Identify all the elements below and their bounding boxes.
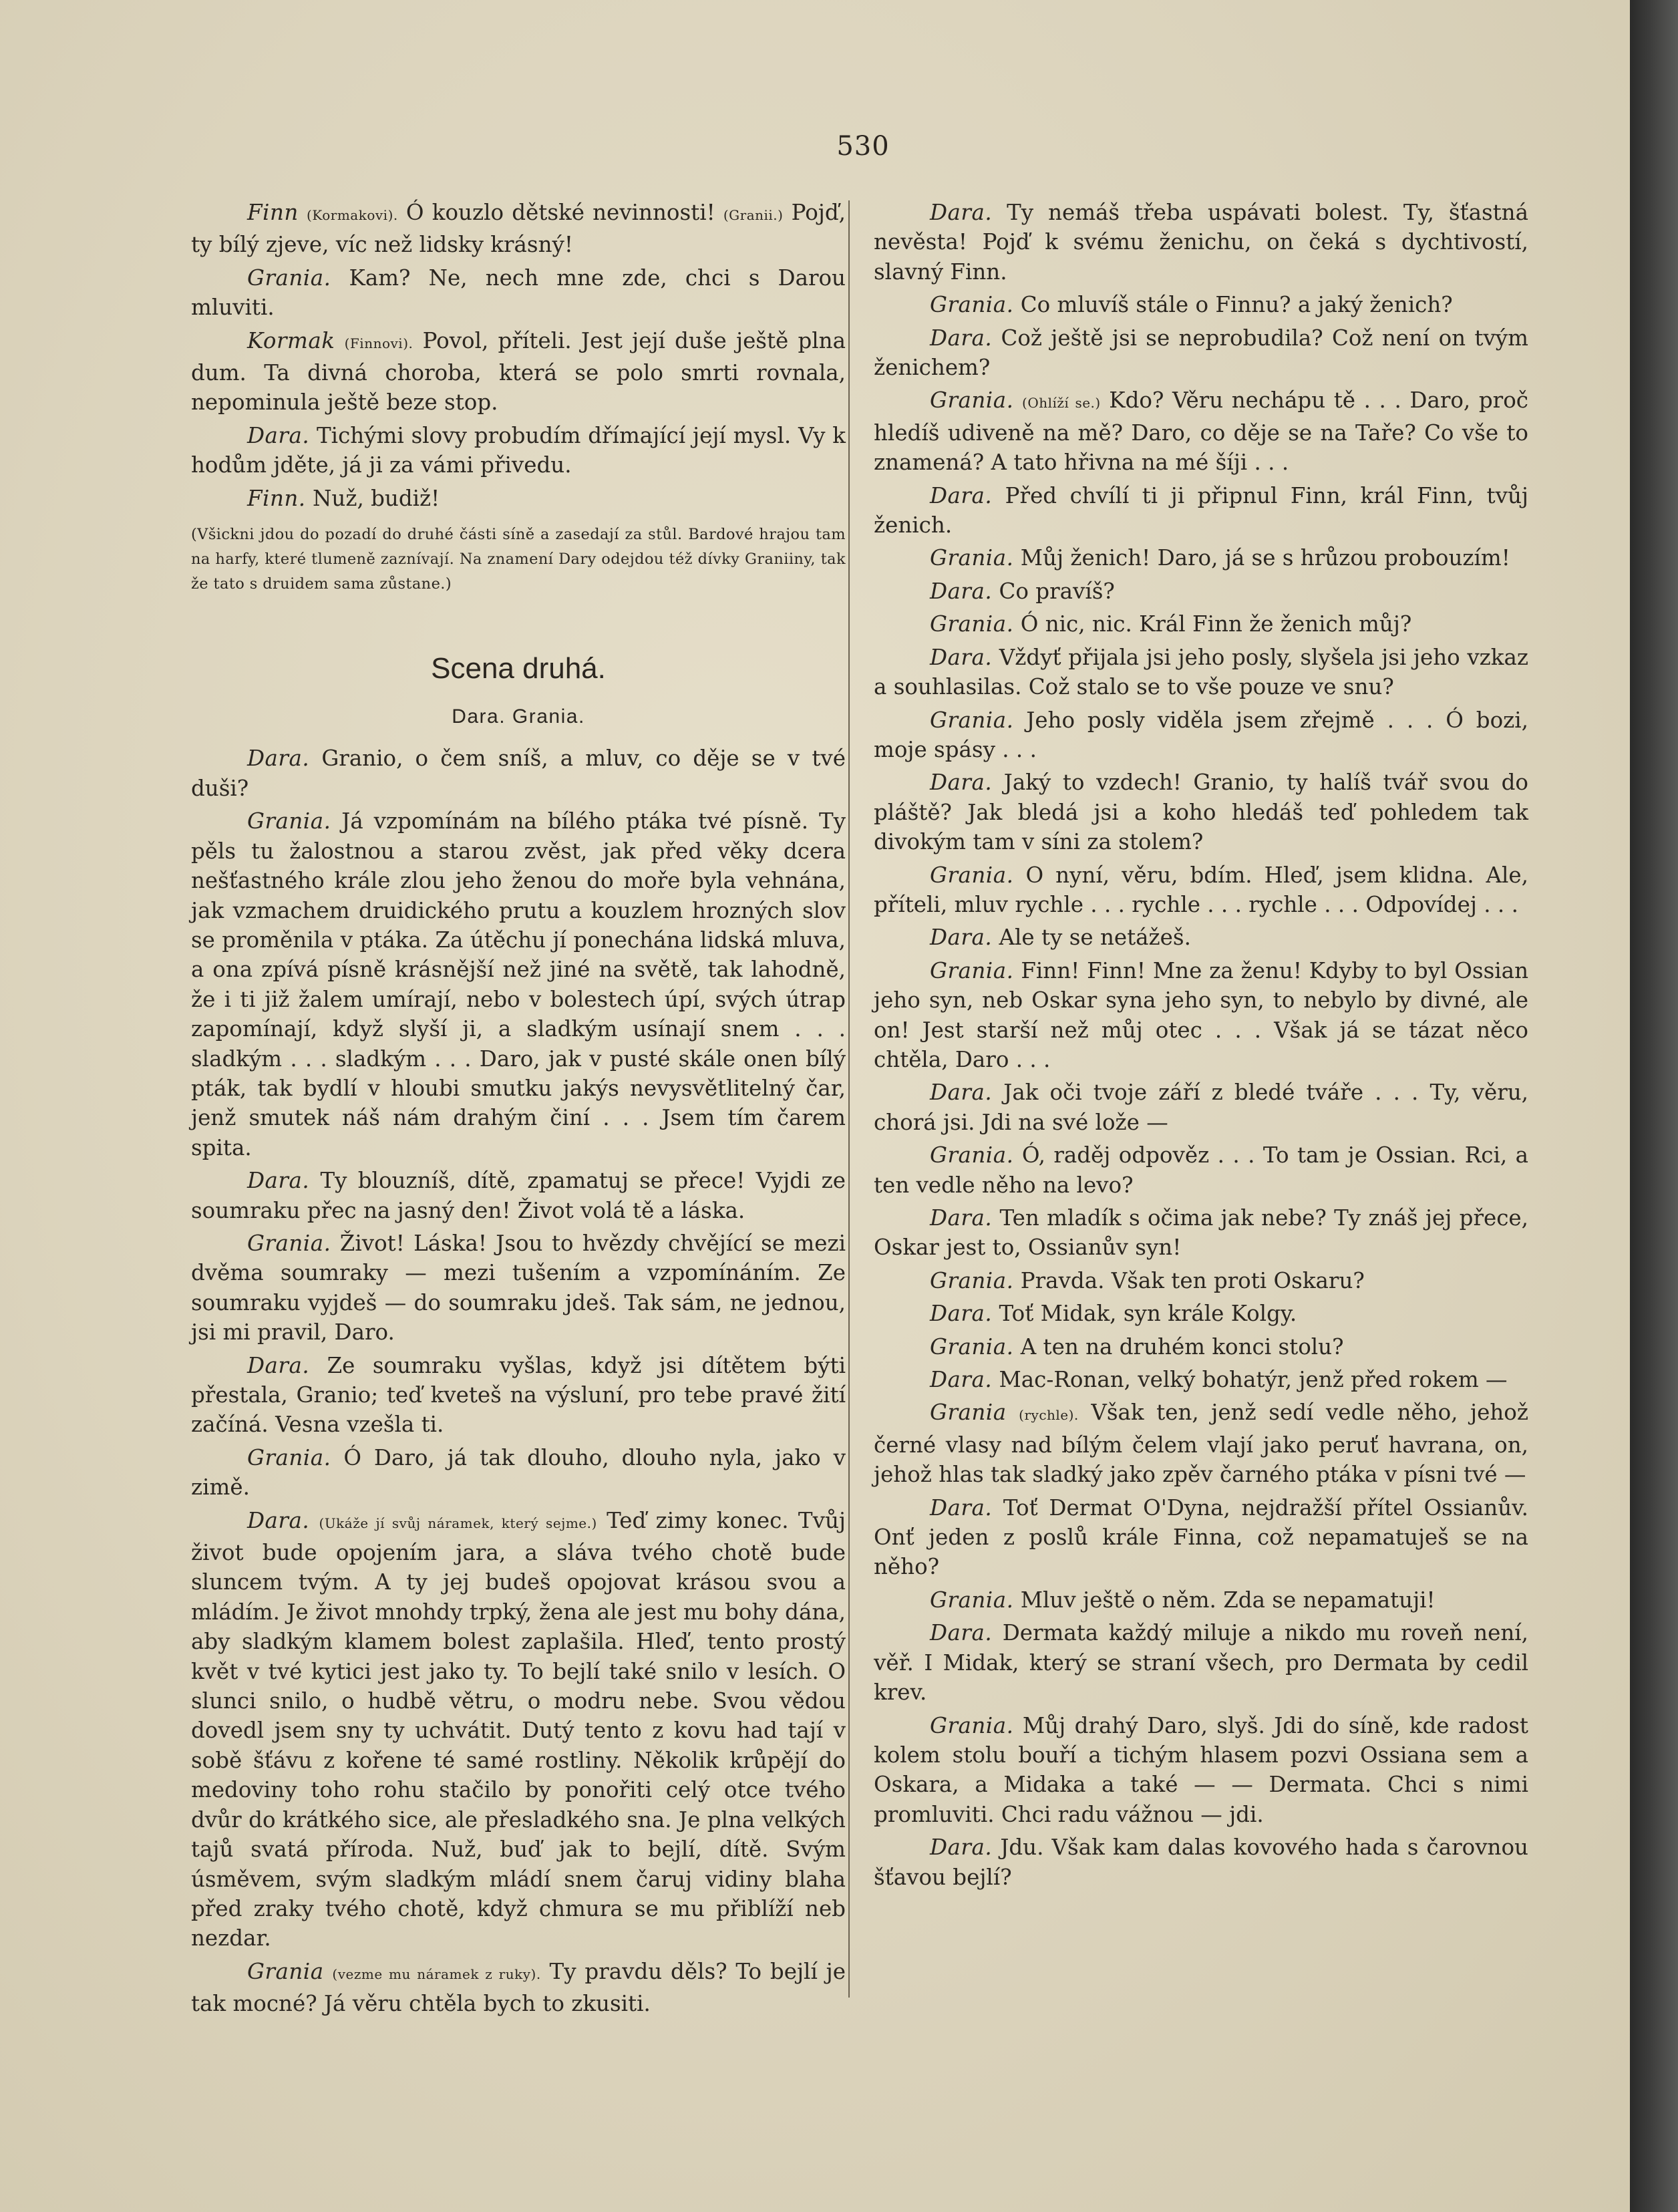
stage-note: (Ukáže jí svůj náramek, který sejme.) [319, 1515, 597, 1531]
speaker-name: Grania. [930, 292, 1014, 318]
dialogue-paragraph [874, 609, 1528, 639]
dialogue-paragraph [874, 323, 1528, 383]
dialogue-paragraph [874, 1585, 1528, 1615]
speaker-name: Dara. [247, 1168, 310, 1194]
speaker-name: Grania [247, 1958, 324, 1984]
dialogue-paragraph [874, 290, 1528, 319]
dialogue-paragraph [874, 1078, 1528, 1137]
speech-text: Ten mladík s očima jak nebe? Ty znáš jej přece, Oskar jest to, Ossianův syn! [874, 1205, 1528, 1261]
dialogue-paragraph [191, 263, 846, 323]
dialogue-paragraph [191, 1506, 846, 1953]
speech-text: Což ještě jsi se neprobudila? Což není on tvým ženichem? [874, 325, 1528, 381]
dialogue-paragraph [874, 481, 1528, 540]
speech-text: Pravda. Však ten proti Oskaru? [1013, 1267, 1365, 1293]
dialogue-paragraph [874, 1299, 1528, 1328]
speech-text: Toť Dermat O'Dyna, nejdražší přítel Ossianův. Onť jeden z poslů krále Finna, což nepamatuješ se na něho? [874, 1494, 1528, 1580]
speaker-name: Grania. [247, 1444, 331, 1470]
dialogue-paragraph [191, 1166, 846, 1225]
speaker-name: Grania. [930, 1142, 1014, 1168]
speaker-name: Grania. [930, 1333, 1014, 1360]
speech-text: Teď zimy konec. Tvůj život bude opojením jara, a sláva tvého chotě bude sluncem tvým. A ty jej budeš opojovat krásou svou a mládím. Je život mnohdy trpký, žena ale jest mu bohy dána, aby sladkým klamem bolest zaplašila. Hleď, tento prostý květ v tvé kytici jest jako ty. To bejlí také snilo v lesích. O slunci snilo, o hudbě větru, o modru nebe. Svou vědou dovedl jsem sny ty uchvátit. [191, 1507, 846, 1744]
speech-text: Nuž, budiž! [305, 485, 440, 511]
speech-text: Co pravíš? [992, 578, 1115, 604]
speaker-name: Dara. [930, 770, 993, 796]
speaker-name: Dara. [247, 1352, 310, 1378]
stage-note: (rychle). [1019, 1407, 1079, 1424]
stage-note: (Finnovi). [344, 335, 413, 351]
dialogue-paragraph [191, 326, 846, 418]
speaker-name: Dara. [930, 1080, 993, 1106]
speaker-name: Grania. [247, 808, 331, 834]
speech-text: Co mluvíš stále o Finnu? a jaký ženich? [1013, 292, 1453, 318]
speech-text: Mac-Ronan, velký bohatýr, jenž před rokem — [992, 1367, 1508, 1393]
dialogue-paragraph [874, 956, 1528, 1075]
dialogue-paragraph [874, 643, 1528, 702]
dialogue-paragraph [874, 1618, 1528, 1707]
speech-text: Ó kouzlo dětské nevinnosti! [397, 200, 723, 225]
speech-text: Tichými slovy probudím dřímající její mysl. Vy k hodům jděte, já ji za vámi přivedu. [191, 422, 846, 478]
speaker-name: Grania. [930, 862, 1014, 888]
dialogue-paragraph [874, 1833, 1528, 1892]
speech-text: Co vše to znamená? A tato hřivna na mé šíji . . . [874, 420, 1528, 476]
stage-note: (Granii.) [723, 207, 784, 223]
speaker-name: Grania. [930, 611, 1014, 637]
right-dialogue [874, 198, 1528, 1892]
dialogue-paragraph [874, 1365, 1528, 1394]
stage-note: (Kormakovi). [307, 207, 398, 223]
left-dialogue-bottom [191, 744, 846, 2018]
dialogue-paragraph [191, 744, 846, 803]
speech-text: Ty pravdu děls? To bejlí je tak mocné? Já věru chtěla bych to zkusiti. [191, 1958, 846, 2017]
speaker-name: Dara. [247, 422, 310, 448]
speaker-name: Dara. [247, 1507, 310, 1533]
scene-title: Scena druhá. [431, 652, 606, 685]
speaker-name: Dara. [930, 482, 993, 508]
speech-text: O nyní, věru, bdím. Hleď, jsem klidna. Ale, příteli, mluv rychle . . . rychle . . . rychle . . . Odpovídej . . . [874, 862, 1528, 917]
speech-text: Před chvílí ti ji připnul Finn, král Finn, tvůj ženich. [874, 482, 1528, 538]
speech-text: Ty nemáš třeba uspávati bolest. Ty, šťastná nevěsta! Pojď k svému ženichu, on čeká s dychtivostí, slavný Finn. [874, 200, 1528, 285]
speech-text: Můj ženich! Daro, já se s hrůzou probouzím! [1013, 545, 1510, 571]
speaker-name: Dara. [247, 746, 310, 772]
dialogue-paragraph [191, 421, 846, 480]
speech-text: Ale ty se netážeš. [992, 925, 1191, 951]
dialogue-paragraph [874, 768, 1528, 856]
speech-text: Můj drahý Daro, slyš. Jdi do síně, kde radost kolem stolu bouří a tichým hlasem pozvi Ossiana sem a Oskara, a Midaka a také — — Dermata. Chci s nimi promluviti. Chci radu vážnou — jdi. [874, 1712, 1528, 1827]
speech-text: Pojď, ty bílý zjeve, víc než lidsky krásný! [191, 200, 846, 258]
speech-text: Jak oči tvoje září z bledé tváře . . . Ty, věru, chorá jsi. Jdi na své lože — [874, 1080, 1528, 1135]
stage-direction: (Všickni jdou do pozadí do druhé části síně a zasedají za stůl. Bardové hrajou tam na harfy, které tlumeně zaznívají. Na znamení Dary odejdou též dívky Graniiny, tak že tato s druidem sama zůstane.) [191, 526, 846, 593]
speaker-name: Dara. [930, 1301, 993, 1327]
speech-text: Však ten, jenž sedí vedle něho, jehož černé vlasy nad bílým čelem vlají jako peruť havrana, on, jehož hlas tak sladký jako zpěv čarného ptáka v písni tvé — [874, 1400, 1528, 1488]
dialogue-paragraph [191, 1351, 846, 1440]
speech-text: Dermata každý miluje a nikdo mu roveň není, věř. I Midak, který se straní všech, pro Dermata by cedil krev. [874, 1620, 1528, 1706]
dialogue-paragraph [874, 1711, 1528, 1830]
speaker-name: Dara. [930, 1205, 993, 1231]
dialogue-paragraph [191, 1443, 846, 1503]
speaker-name: Dara. [930, 325, 993, 351]
dialogue-paragraph [874, 1140, 1528, 1200]
speaker-name: Grania. [930, 387, 1014, 414]
speech-text: Já vzpomínám na bílého ptáka tvé písně. Ty pěls tu žalostnou a starou zvěst, jak před věky dcera nešťastného krále zlou jeho ženou do moře byla vehnána, jak vzmachem druidického prutu a kouzlem hrozných slov se proměnila v ptáka. Za útěchu jí ponechána lidská mluva, a ona zpívá písně krásnější než jiné na světě, tak lahodně, že i ti již žalem umírají, nebo v bolestech úpí, svých útrap zapomínají, když slyší ji, a sladkým usínají snem . . . sladkým . . . sladkým . . . Daro, jak v pusté skále onen bílý pták, tak bydlí v hloubi smutku jakýs nevysvětlitelný čar, jenž smutek náš nám drahým činí . . . Jsem tím čarem spita. [191, 808, 846, 1160]
speaker-name: Dara. [930, 1835, 993, 1861]
speech-text: Jaký to vzdech! Granio, ty halíš tvář svou do pláště? Jak bledá jsi a koho hledáš teď pohledem tak divokým tam v síni za stolem? [874, 770, 1528, 855]
speaker-name: Grania. [247, 1230, 331, 1256]
scene-cast: Dara. Grania. [452, 705, 585, 728]
speech-text: Granio, o čem sníš, a mluv, co děje se v tvé duši? [191, 746, 846, 801]
dialogue-paragraph [874, 705, 1528, 765]
speaker-name: Grania. [930, 1587, 1014, 1613]
speaker-name: Finn [247, 200, 299, 225]
speaker-name: Dara. [930, 200, 993, 225]
left-column [191, 198, 846, 2022]
dialogue-paragraph [874, 1398, 1528, 1489]
speech-text: Mluv ještě o něm. Zda se nepamatuji! [1013, 1587, 1436, 1613]
speaker-name: Dara. [930, 1367, 993, 1393]
speaker-name: Grania. [930, 1267, 1014, 1293]
speech-text: Ó, raděj odpověz . . . To tam je Ossian. Rci, a ten vedle něho na levo? [874, 1142, 1528, 1198]
dialogue-paragraph [874, 577, 1528, 606]
speaker-name: Dara. [930, 1494, 993, 1521]
speech-text: Kam? Ne, nech mne zde, chci s Darou mluviti. [191, 265, 846, 321]
speech-text: Kdo? Věru nechápu tě . . . Daro, proč hledíš udiveně na mě? Daro, co děje se na Taře? [874, 387, 1528, 446]
speech-text: Toť Midak, syn krále Kolgy. [992, 1301, 1297, 1327]
speech-text: Ze soumraku vyšlas, když jsi dítětem býti přestala, Granio; teď kveteš na výsluní, pro tebe pravé žití začíná. Vesna vzešla ti. [191, 1352, 846, 1438]
dialogue-paragraph [191, 1957, 846, 2019]
speaker-name: Grania. [930, 707, 1014, 733]
speech-text: A ten na druhém konci stolu? [1013, 1333, 1344, 1360]
speech-text: Vždyť přijala jsi jeho posly, slyšela jsi jeho vzkaz a souhlasilas. Což stalo se to vše pouze ve snu? [874, 644, 1528, 700]
page-number: 530 [836, 131, 890, 162]
dialogue-paragraph [191, 484, 846, 513]
speech-text: Život! Láska! Jsou to hvězdy chvějící se mezi dvěma soumraky — mezi tušením a vzpomínáním. Ze soumraku vyjdeš — do soumraku jdeš. Tak sám, ne jednou, jsi mi pravil, Daro. [191, 1230, 846, 1346]
speaker-name: Finn. [247, 485, 306, 511]
dialogue-paragraph [191, 806, 846, 1162]
speaker-name: Grania [930, 1400, 1007, 1426]
dialogue-paragraph [874, 385, 1528, 477]
stage-note: (vezme mu náramek z ruky). [332, 1965, 541, 1982]
dialogue-paragraph [874, 1266, 1528, 1295]
speech-text: Jeho posly viděla jsem zřejmě . . . Ó bozi, moje spásy . . . [874, 707, 1528, 762]
speech-text: Finn! Finn! Mne za ženu! Kdyby to byl Ossian jeho syn, neb Oskar syna jeho syn, to nebylo by divné, ale on! Jest starší než můj otec . . . Však já se tázat něco chtěla, Daro . . . [874, 957, 1528, 1072]
speaker-name: Kormak [247, 327, 335, 353]
speech-text: Dutý tento z kovu had tají v sobě šťávu z kořene té samé rostliny. Několik krůpějí do medoviny toho rohu stačilo by ponořiti celý otce tvého dvůr do krátkého sice, ale přesladkého sna. Je plna velkých tajů svatá příroda. Nuž, buď jak to bejlí, dítě. Svým úsměvem, svým sladkým mládí snem čaruj vidiny blaha před zraky tvého chotě, když chmura se mu přiblíží neb nezdar. [191, 1718, 846, 1951]
column-divider [848, 200, 850, 1998]
speaker-name: Dara. [930, 578, 993, 604]
speech-text: Ty blouzníš, dítě, zpamatuj se přece! Vyjdi ze soumraku přec na jasný den! Život volá tě a láska. [191, 1168, 846, 1223]
speaker-name: Grania. [930, 957, 1014, 983]
dialogue-paragraph [874, 543, 1528, 573]
dialogue-paragraph [191, 198, 846, 260]
speech-text: Jdu. Však kam dalas kovového hada s čarovnou šťavou bejlí? [874, 1835, 1528, 1890]
speaker-name: Dara. [930, 644, 993, 670]
speaker-name: Grania. [930, 545, 1014, 571]
right-column [874, 198, 1528, 1895]
speaker-name: Grania. [247, 265, 331, 291]
dialogue-paragraph [874, 1332, 1528, 1362]
dialogue-paragraph [874, 923, 1528, 952]
dialogue-paragraph [191, 1229, 846, 1348]
speaker-name: Grania. [930, 1712, 1014, 1738]
speaker-name: Dara. [930, 1620, 993, 1646]
dialogue-paragraph [874, 198, 1528, 287]
speech-text: Ó Daro, já tak dlouho, dlouho nyla, jako v zimě. [191, 1444, 846, 1500]
speech-text: Povol, příteli. Jest její duše ještě plna dum. Ta divná choroba, která se polo smrti rovnala, nepominula ještě beze stop. [191, 327, 846, 416]
left-dialogue-top [191, 198, 846, 513]
book-binding [1630, 0, 1678, 2212]
speaker-name: Dara. [930, 925, 993, 951]
dialogue-paragraph [874, 1493, 1528, 1582]
stage-note: (Ohlíží se.) [1022, 395, 1101, 412]
dialogue-paragraph [874, 860, 1528, 920]
speech-text: Ó nic, nic. Král Finn že ženich můj? [1013, 611, 1412, 637]
dialogue-paragraph [874, 1203, 1528, 1263]
